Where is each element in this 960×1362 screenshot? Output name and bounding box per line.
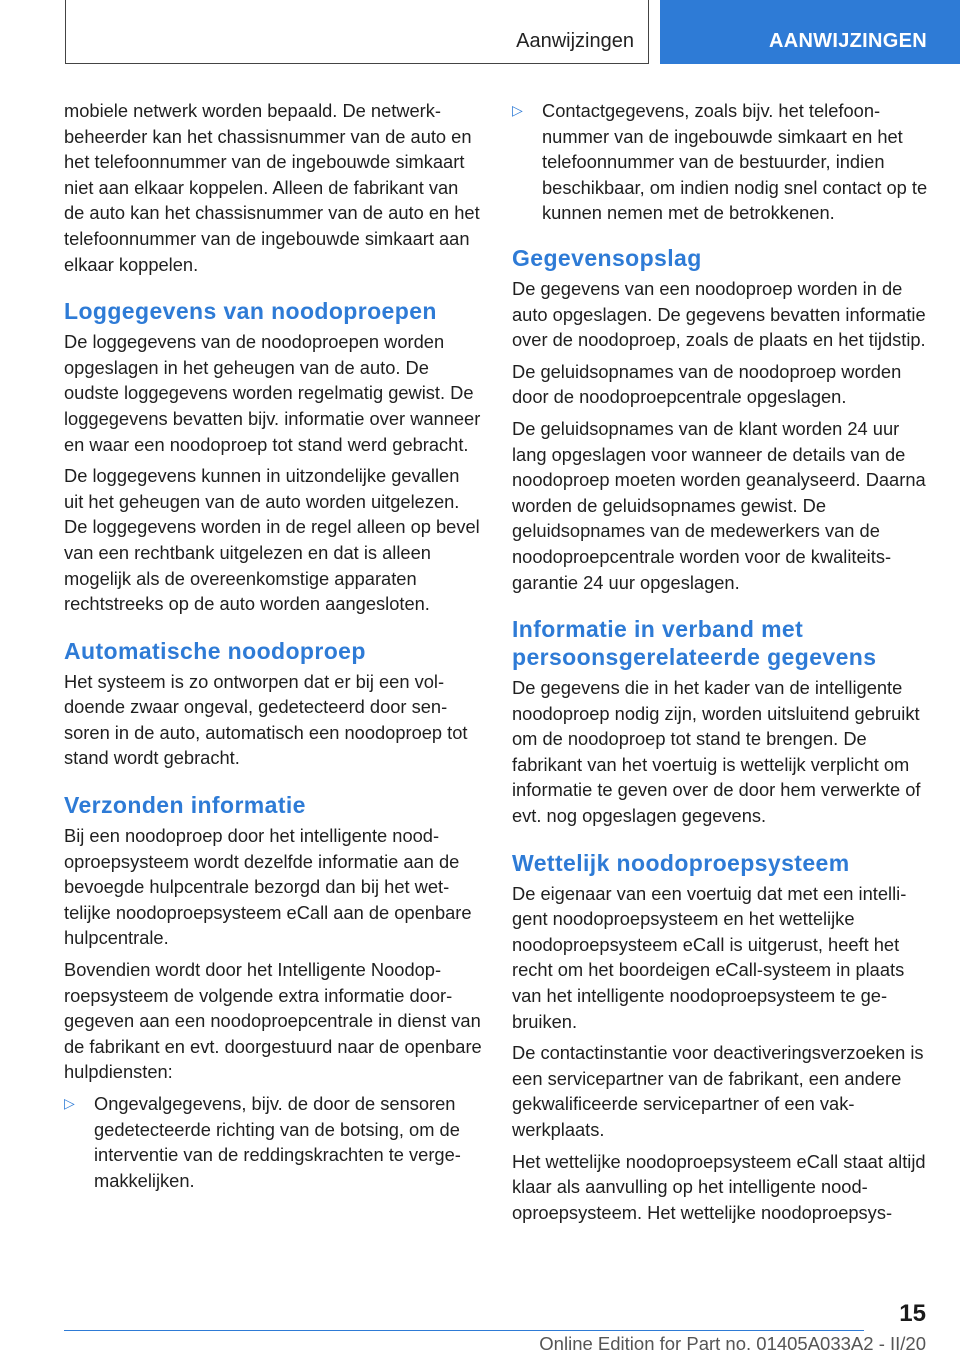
persoonsgegevens-paragraph: De gegevens die in het kader van de intelligente noodoproep nodig zijn, worden uitsluitend gebruikt om de noodoproep tot stand te brengen. De fabrikant van het voertuig is wettelijk verplicht om informatie te geven over de door hem verwerkte of evt. nog opgeslagen gegevens. bbox=[512, 677, 921, 827]
gegevensopslag-paragraph-1: De gegevens van een noodoproep worden in de auto opgeslagen. De gegevens bevatten informatie over de noodoproep, zoals de plaats en het tijdstip. bbox=[512, 277, 926, 351]
wettelijk-paragraph-2: De contactinstantie voor deactiveringsverzoeken is een servicepartner van de fabrikant, een andere gekwalificeerde servicepartner of een vakwerkplaats. bbox=[512, 1042, 924, 1140]
header-chapter-tab bbox=[660, 0, 960, 64]
right-column bbox=[512, 98, 930, 1231]
verzonden-paragraph-1: Bij een noodoproep door het intelligente noodoproepsysteem wordt dezelfde informatie aan de bevoegde hulpcentrale bezorgd dan bij het wettelijke noodoproepsysteem eCall aan de openbare hulpcentrale. bbox=[64, 825, 472, 949]
verzonden-paragraph-2: Bovendien wordt door het Intelligente Noodoproepsysteem de volgende extra informatie doorgegeven aan een noodoproepcentrale in dienst van de fabrikant en evt. doorgestuurd naar de openbare hulpdiensten: bbox=[64, 959, 482, 1083]
loggegevens-paragraph-2: De loggegevens kunnen in uitzondelijke gevallen uit het geheugen van de auto worden uitgelezen. De loggegevens worden in de regel alleen op bevel van een rechtbank uitgelezen en dat is alleen mogelijk als de overeenkomstige apparaten rechtstreeks op de auto worden aangesloten. bbox=[64, 465, 480, 615]
gegevensopslag-paragraph-2: De geluidsopnames van de noodoproep worden door de noodoproepcentrale opgeslagen. bbox=[512, 360, 902, 408]
list-item bbox=[512, 98, 930, 226]
heading-wettelijk-noodoproepsysteem: Wettelijk noodoproepsysteem bbox=[512, 849, 850, 876]
wettelijk-paragraph-3: Het wettelijke noodoproepsysteem eCall staat altijd klaar als aanvulling op het intelligente noodoproepsysteem. Het wettelijke noodoproepsys- bbox=[512, 1150, 926, 1223]
heading-gegevensopslag: Gegevensopslag bbox=[512, 244, 702, 271]
header-section-label: Aanwijzingen bbox=[516, 30, 634, 52]
heading-automatische-noodoproep: Automatische noodoproep bbox=[64, 637, 366, 664]
bullet-text-contactgegevens: Contactgegevens, zoals bijv. het telefoonnummer van de ingebouwde simkaart en het telefoonnummer van de bestuurder, indien beschikbaar, om indien nodig snel contact op te kunnen nemen met de betrokkenen. bbox=[542, 100, 928, 224]
triangle-bullet-icon: ▷ bbox=[512, 102, 523, 118]
heading-loggegevens: Loggegevens van noodoproepen bbox=[64, 298, 437, 325]
automatische-paragraph: Het systeem is zo ontworpen dat er bij een voldoende zwaar ongeval, gedetecteerd door sensoren in de auto, automatisch een noodoproep tot stand wordt gebracht. bbox=[64, 670, 468, 769]
gegevensopslag-paragraph-3: De geluidsopnames van de klant worden 24 uur lang opgeslagen voor wanneer de details van de noodoproep moeten worden geanalyseerd. Daarna worden de geluidsopnames gewist. De geluidsopnames van de medewerkers van de noodoproepcentrale worden voor de kwaliteitsgarantie 24 uur opgeslagen. bbox=[512, 417, 926, 593]
triangle-bullet-icon: ▷ bbox=[64, 1095, 75, 1111]
list-item bbox=[64, 1091, 482, 1193]
wettelijk-paragraph-1: De eigenaar van een voertuig dat met een intelligent noodoproepsysteem en het wettelijke noodoproepsysteem eCall is uitgerust, heeft het recht om het boordeigen eCall-systeem in plaats van het intelligente noodoproepsysteem te gebruiken. bbox=[512, 882, 907, 1032]
page-number: 15 bbox=[899, 1300, 926, 1327]
header-chapter-label: AANWIJZINGEN bbox=[768, 30, 927, 52]
heading-verzonden-informatie: Verzonden informatie bbox=[64, 792, 306, 819]
intro-paragraph: mobiele netwerk worden bepaald. De netwerkbeheerder kan het chassisnummer van de auto en het telefoonnummer van de ingebouwde simkaart niet aan elkaar koppelen. Alleen de fabrikant van de auto kan het chassisnummer van de auto en het telefoonnummer van de ingebouwde simkaart aan elkaar koppelen. bbox=[64, 100, 480, 275]
footer-edition: Online Edition for Part no. 01405A033A2 - II/20 bbox=[539, 1333, 926, 1354]
header-section-box bbox=[65, 0, 649, 64]
heading-persoonsgegevens: Informatie in verband met persoonsgerelateerde gegevens bbox=[512, 616, 877, 671]
loggegevens-paragraph-1: De loggegevens van de noodoproepen worden opgeslagen in het geheugen van de auto. De oudste loggegevens worden regelmatig gewist. De loggegevens bevatten bijv. informatie over wanneer en waar een noodoproep tot stand werd gebracht. bbox=[64, 331, 481, 455]
footer-divider bbox=[64, 1330, 864, 1331]
bullet-text-ongevalgegevens: Ongevalgegevens, bijv. de door de sensoren gedetecteerde richting van de botsing, om de interventie van de reddingskrachten te vergemakkelijken. bbox=[94, 1093, 461, 1191]
left-column bbox=[64, 98, 482, 1199]
